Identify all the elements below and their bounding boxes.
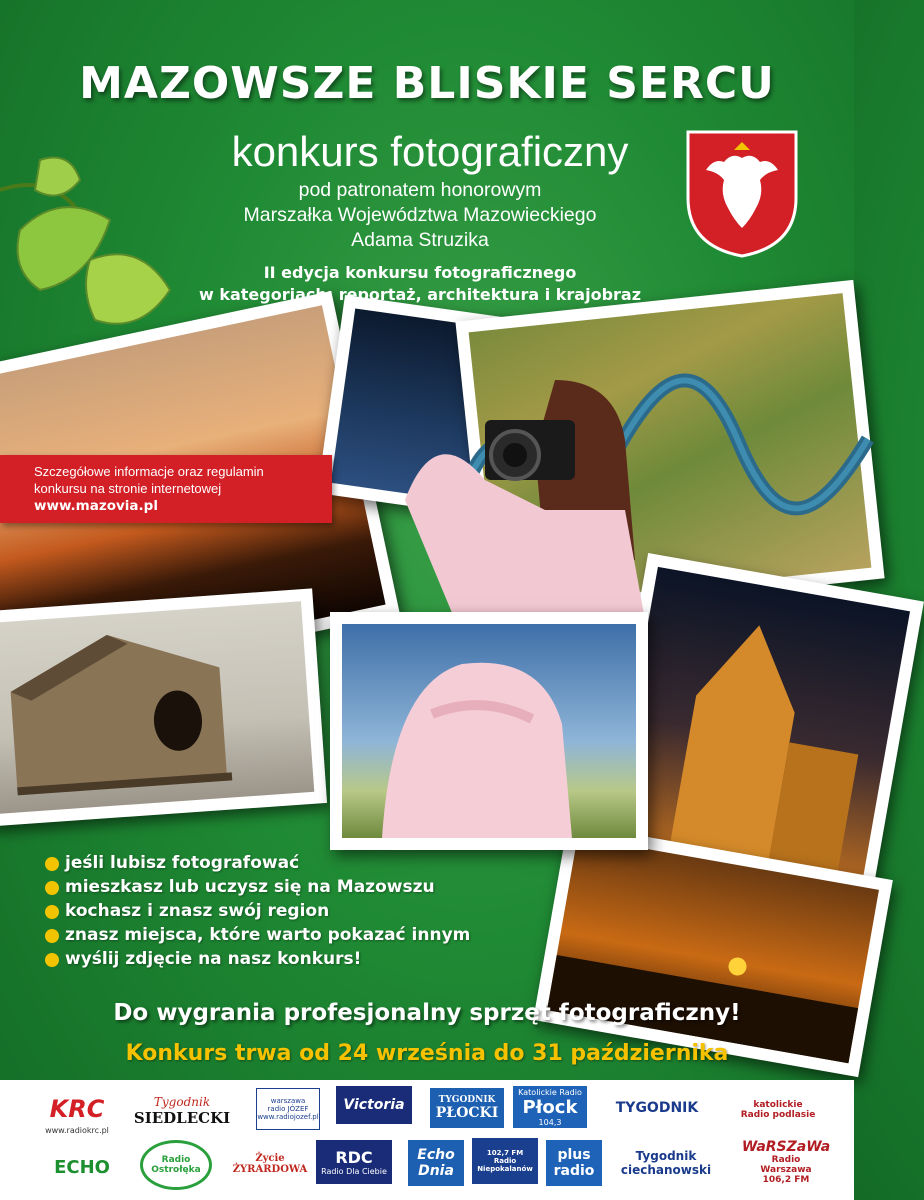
logo-radio-niepokalanow [472,1138,538,1184]
logo-text: katolickie [753,1100,803,1110]
bullet-text: znasz miejsca, które warto pokazać innym [65,925,471,945]
logo-text: Radio Dla Ciebie [321,1167,387,1176]
contest-dates: Konkurs trwa od 24 września do 31 października [125,1041,729,1066]
logo-radio-plus [546,1140,602,1186]
coat-of-arms [684,128,800,260]
logo-text: 104,3 [538,1117,562,1127]
logo-zycie-zyrardowa [232,1144,308,1184]
photo-woman-in-field [330,612,648,850]
patronage-line: pod patronatem honorowym [298,179,542,201]
logo-radio-victoria [336,1086,412,1124]
logo-text: KRC [49,1095,105,1123]
bullet-item [45,877,565,901]
logo-text: TYGODNIK [615,1100,699,1116]
photo-wooden-doghouse [0,588,327,826]
logo-text: www.radiokrc.pl [45,1125,109,1135]
logo-radio-podlasie [722,1090,834,1130]
bullet-text: mieszkasz lub uczysz się na Mazowszu [65,877,435,897]
bullet-text: kochasz i znasz swój region [65,901,330,921]
edition-text [140,262,700,306]
logo-text: Radio Ostrołęka [151,1155,201,1175]
info-box [0,455,332,523]
logo-text: Radio Warszawa 106,2 FM [760,1155,812,1185]
bullet-dot-icon [45,857,59,871]
logo-text: radio [553,1163,595,1179]
logo-text: www.radiojozef.pl [257,1113,319,1121]
logo-radio-krc-url [36,1124,118,1136]
sponsor-logos-strip [0,1080,854,1200]
logo-text: radio JÓZEF [267,1105,309,1113]
logo-text: PŁOCKI [435,1105,499,1121]
logo-text: plus [557,1147,591,1163]
bullet-dot-icon [45,905,59,919]
prize-text: Do wygrania profesjonalny sprzęt fotograficzny! [113,1000,741,1026]
bullet-item [45,901,565,925]
logo-text: Tygodnik ciechanowski [620,1149,712,1177]
bullet-text: jeśli lubisz fotografować [65,853,300,873]
logo-radio-rdc [316,1140,392,1184]
edition-line: w kategoriach: reportaż, architektura i krajobraz [198,285,642,304]
logo-echo-dnia [408,1140,464,1186]
bullet-item [45,925,565,949]
subtitle: konkurs fotograficzny [231,128,629,175]
logo-text: 102,7 FM [486,1149,524,1157]
logo-text: Tygodnik [153,1095,211,1109]
logo-radio-krc [38,1094,116,1124]
bullet-dot-icon [45,953,59,967]
logo-radio-ostroleka [140,1140,212,1190]
logo-tygodnik-ostrolecki [596,1094,718,1122]
logo-text: Victoria [343,1097,405,1113]
logo-text: Katolickie Radio [518,1087,582,1097]
logo-text: Życie [255,1153,285,1164]
logo-text: ŻYRARDOWA [232,1164,308,1175]
logo-text: Radio Niepokalanów [477,1157,533,1173]
logo-text: Płock [522,1096,578,1118]
patronage-line: Marszałka Województwa Mazowieckiego [243,204,597,226]
logo-tygodnik-ciechanowski [616,1146,716,1180]
logo-text: RDC [335,1148,373,1167]
bullet-dot-icon [45,881,59,895]
bullet-text: wyślij zdjęcie na nasz konkurs! [65,949,362,969]
bullet-dot-icon [45,929,59,943]
info-line: Szczegółowe informacje oraz regulamin [34,464,264,479]
logo-radio-warszawa [741,1136,831,1188]
bullet-list [45,853,565,973]
logo-text: warszawa [270,1097,306,1105]
logo-katolickie-radio-plock [513,1086,587,1128]
logo-text: Dnia [418,1163,454,1179]
logo-radio-jozef [256,1088,320,1130]
logo-tygodnik-siedlecki [126,1092,238,1130]
edition-line: II edycja konkursu fotograficznego [263,263,577,282]
website-link[interactable]: www.mazovia.pl [34,498,158,514]
logo-text: Radio podlasie [740,1110,816,1120]
bullet-item [45,949,565,973]
logo-echo-katolickie [34,1154,130,1180]
logo-text: Echo [417,1147,455,1163]
patronage-text [165,178,675,253]
logo-tygodnik-plocki [430,1088,504,1128]
logo-text: TYGODNIK [438,1095,496,1105]
logo-text: SIEDLECKI [133,1109,231,1127]
logo-text: ECHO [54,1156,110,1178]
patronage-line: Adama Struzika [351,229,489,251]
page-title: MAZOWSZE BLISKIE SERCU [79,58,775,109]
logo-text: WaRSZaWa [741,1139,831,1155]
bullet-item [45,853,565,877]
info-line: konkursu na stronie internetowej [34,481,222,496]
photographer-illustration [395,360,655,620]
